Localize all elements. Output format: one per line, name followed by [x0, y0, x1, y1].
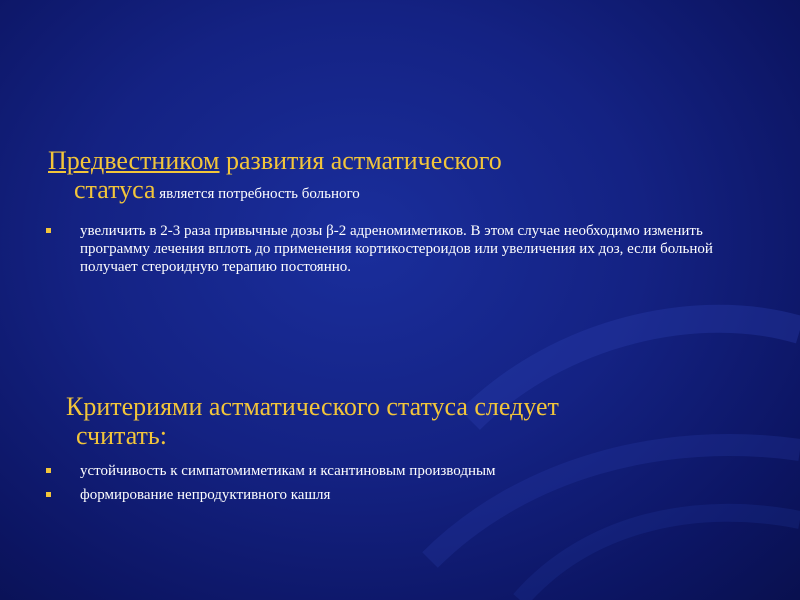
section1-heading-line2: статуса	[74, 175, 156, 204]
section1-heading-tail: является потребность больного	[155, 186, 360, 202]
section2-heading	[66, 392, 766, 450]
section1-heading-rest: развития астматического	[219, 146, 502, 175]
section1-bullet-list	[22, 222, 762, 282]
section2-heading-line1: Критериями астматического статуса следует	[66, 392, 559, 421]
bullet-text: формирование непродуктивного кашля	[80, 487, 331, 503]
bullet-text: увеличить в 2-3 раза привычные дозы β-2 адреномиметиков. В этом случае необходимо изменить программу лечения вплоть до применения кортикостероидов или увеличения их доз, если больной получает стероидную терапию постоянно.	[80, 223, 713, 275]
section2-heading-line2: считать:	[76, 421, 167, 450]
section1-heading-line2-wrap	[48, 175, 748, 209]
bullet-icon	[46, 468, 51, 473]
list-item	[22, 222, 762, 276]
list-item	[22, 462, 762, 480]
list-item	[22, 486, 762, 504]
section2-bullet-list	[22, 462, 762, 510]
bullet-text: устойчивость к симпатомиметикам и ксантиновым производным	[80, 463, 496, 479]
bullet-icon	[46, 492, 51, 497]
section1-heading	[48, 146, 748, 209]
bullet-icon	[46, 228, 51, 233]
section1-heading-underlined: Предвестником	[48, 146, 220, 175]
